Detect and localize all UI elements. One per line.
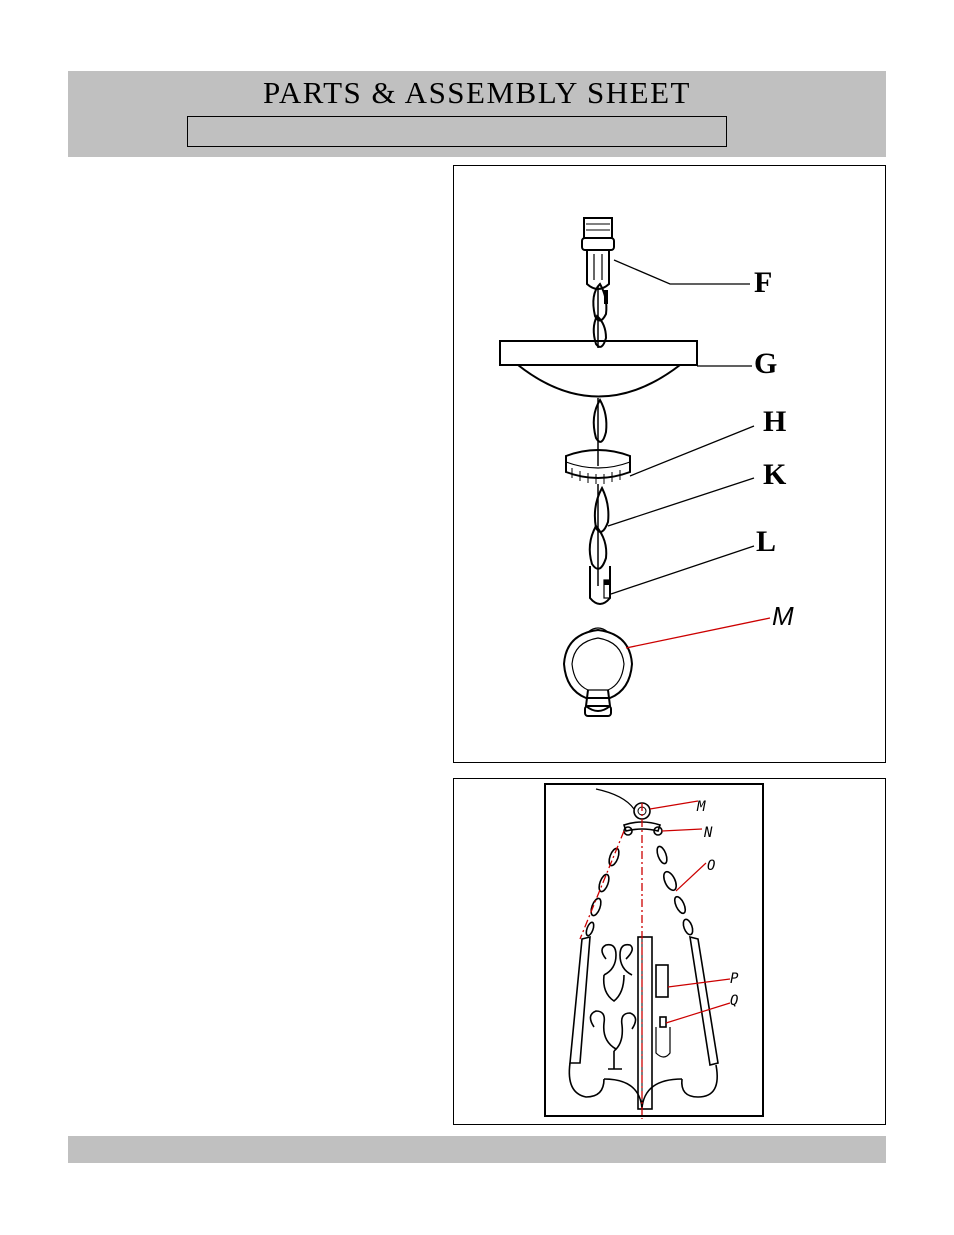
label-g: G (754, 347, 778, 380)
canopy-dome (518, 365, 680, 397)
leader-k (608, 478, 754, 526)
label-p: P (730, 971, 739, 987)
canopy-assembly-diagram (454, 166, 887, 764)
label-k: K (763, 458, 787, 491)
label-l: L (756, 525, 777, 558)
leader-h (630, 426, 754, 476)
footer-band (68, 1136, 886, 1163)
ring-socket (586, 690, 610, 711)
sheet-title: PARTS & ASSEMBLY SHEET (263, 75, 691, 110)
leader-l (611, 546, 754, 594)
chain-link-3 (594, 400, 607, 442)
label-f: F (754, 266, 773, 299)
leader-m (626, 618, 770, 648)
label-q: Q (730, 993, 739, 1009)
collar-loop (587, 250, 609, 289)
fixture-assembly-diagram (454, 779, 887, 1126)
chain-link-4 (595, 488, 609, 532)
threaded-nipple (584, 218, 612, 238)
subtitle-box (187, 116, 727, 147)
ring-m (564, 630, 632, 698)
inset-frame (545, 784, 763, 1116)
label-o: O (707, 858, 716, 874)
label-m: M (772, 601, 794, 631)
header-band (68, 71, 886, 157)
label-h: H (763, 405, 787, 438)
screw-collar (582, 238, 614, 250)
canopy-assembly-panel (453, 165, 886, 763)
label-m: M (697, 799, 706, 815)
fixture-assembly-panel (453, 778, 886, 1125)
leader-f (614, 260, 750, 284)
label-n: N (704, 825, 713, 841)
